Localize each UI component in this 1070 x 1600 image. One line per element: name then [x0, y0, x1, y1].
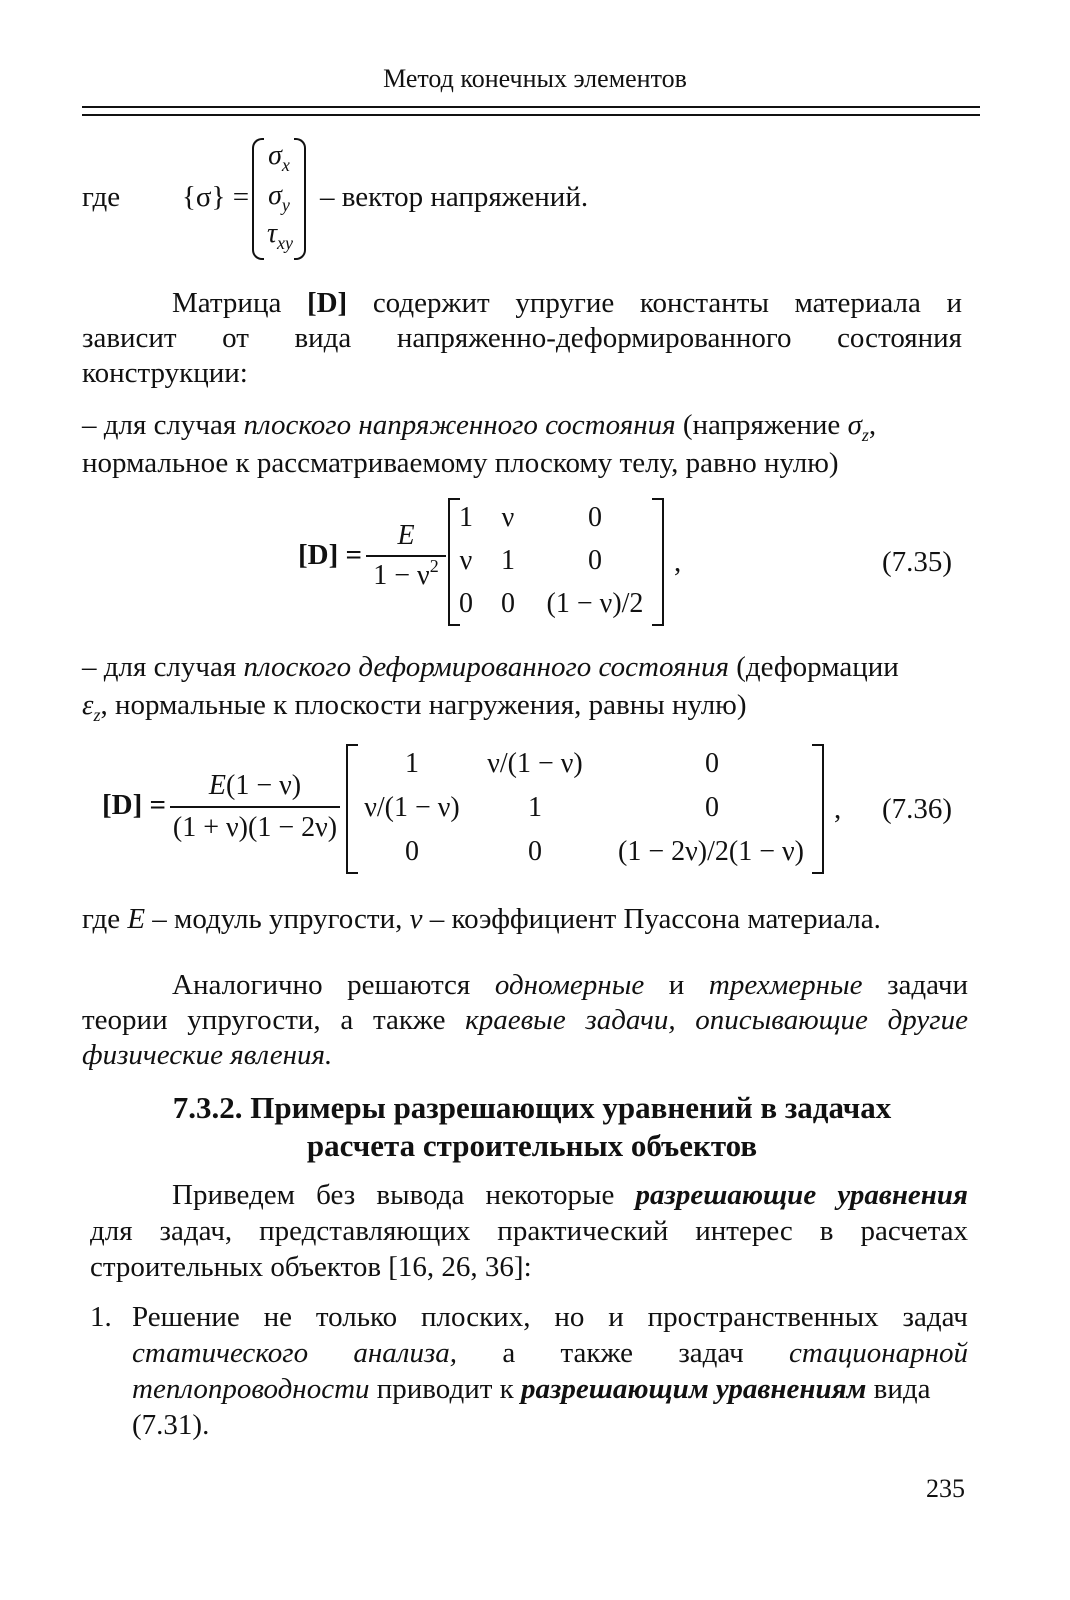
where-label: где — [82, 181, 121, 213]
vector-entry-tau-xy: $\tau_{xy}$ — [266, 218, 293, 253]
eq736-m11: 1 — [405, 748, 419, 779]
case2-line2: $\varepsilon_z$, нормальные к плоскости нагружения, равны нулю) — [82, 689, 747, 725]
para1-line2: зависит от вида напряженно-деформированного состояния — [82, 322, 962, 354]
eq735-m13: 0 — [588, 502, 602, 533]
eq735-m31: 0 — [459, 588, 473, 619]
eq735-lhs: [D] = — [298, 539, 363, 571]
para3-line1: Приведем без вывода некоторые разрешающие уравнения — [172, 1179, 968, 1211]
eq736-m13: 0 — [705, 748, 719, 779]
header-rule-bottom — [82, 114, 980, 116]
eq735-numerator: E — [397, 520, 415, 551]
vector-entry-sigma-y: $\sigma_y$ — [268, 180, 290, 215]
para2-line2: теории упругости, а также краевые задачи, описывающие другие — [82, 1004, 968, 1036]
eq736-comma: , — [834, 793, 842, 825]
eq735-m22: 1 — [501, 545, 515, 576]
eq735-m21: ν — [459, 545, 473, 576]
eq736-m33: (1 − 2ν)/2(1 − ν) — [618, 836, 804, 867]
para3-line2: для задач, представляющих практический интерес в расчетах — [90, 1215, 968, 1247]
para3-line3: строительных объектов [16, 26, 36]: — [90, 1251, 532, 1283]
eq735-m33: (1 − ν)/2 — [546, 588, 644, 619]
page-number: 235 — [926, 1474, 965, 1503]
running-header: Метод конечных элементов — [383, 64, 687, 93]
vector-entry-sigma-x: $\sigma_x$ — [268, 140, 290, 175]
eq736-m22: 1 — [528, 792, 542, 823]
eq736-m31: 0 — [405, 836, 419, 867]
eq736-numerator: E(1 − ν) — [208, 770, 302, 801]
eq736-m23: 0 — [705, 792, 719, 823]
eq735-number: (7.35) — [882, 546, 953, 578]
eq736-m32: 0 — [528, 836, 542, 867]
para1-line3: конструкции: — [82, 357, 248, 389]
case1-line1: – для случая плоского напряженного состояния (напряжение $\sigma_z$, — [82, 409, 877, 445]
case1-line2: нормальное к рассматриваемому плоскому телу, равно нулю) — [82, 447, 839, 479]
para1-line1: Матрица [D] содержит упругие константы материала и — [172, 287, 962, 319]
eq735-m32: 0 — [501, 588, 515, 619]
list-item-number: 1. — [90, 1301, 112, 1333]
eq736-lhs: [D] = — [102, 789, 167, 821]
eq735-comma: , — [674, 546, 682, 578]
item1-line3: теплопроводности приводит к разрешающим уравнениям вида — [132, 1373, 931, 1405]
eq735-m23: 0 — [588, 545, 602, 576]
eq736-m21: ν/(1 − ν) — [364, 792, 460, 823]
eq735-denominator: $1 - \nu^2$ — [373, 556, 439, 591]
para2-line1: Аналогично решаются одномерные и трехмерные задачи — [172, 969, 968, 1001]
eq735-m12: ν — [501, 502, 515, 533]
eq736-m12: ν/(1 − ν) — [487, 748, 583, 779]
eq736-denominator: (1 + ν)(1 − 2ν) — [172, 812, 338, 843]
sigma-lhs: {σ} = — [182, 181, 250, 213]
para2-line3: физические явления. — [82, 1039, 333, 1071]
section-heading-line1: 7.3.2. Примеры разрешающих уравнений в задачах — [172, 1090, 892, 1125]
section-heading-line2: расчета строительных объектов — [306, 1128, 758, 1163]
item1-line2: статического анализа, а также задач стационарной — [132, 1337, 968, 1369]
eq735-bracket-right — [652, 498, 664, 626]
item1-line4: (7.31). — [132, 1409, 210, 1441]
vector-description: – вектор напряжений. — [320, 181, 589, 213]
where-e-nu-line: где E – модуль упругости, ν – коэффициент Пуассона материала. — [82, 903, 881, 935]
eq736-number: (7.36) — [882, 793, 953, 825]
eq735-m11: 1 — [459, 502, 473, 533]
item1-line1: Решение не только плоских, но и пространственных задач — [132, 1301, 968, 1333]
header-rule-top — [82, 106, 980, 108]
eq736-fraction-line — [170, 806, 340, 808]
case2-line1: – для случая плоского деформированного состояния (деформации — [82, 651, 899, 683]
